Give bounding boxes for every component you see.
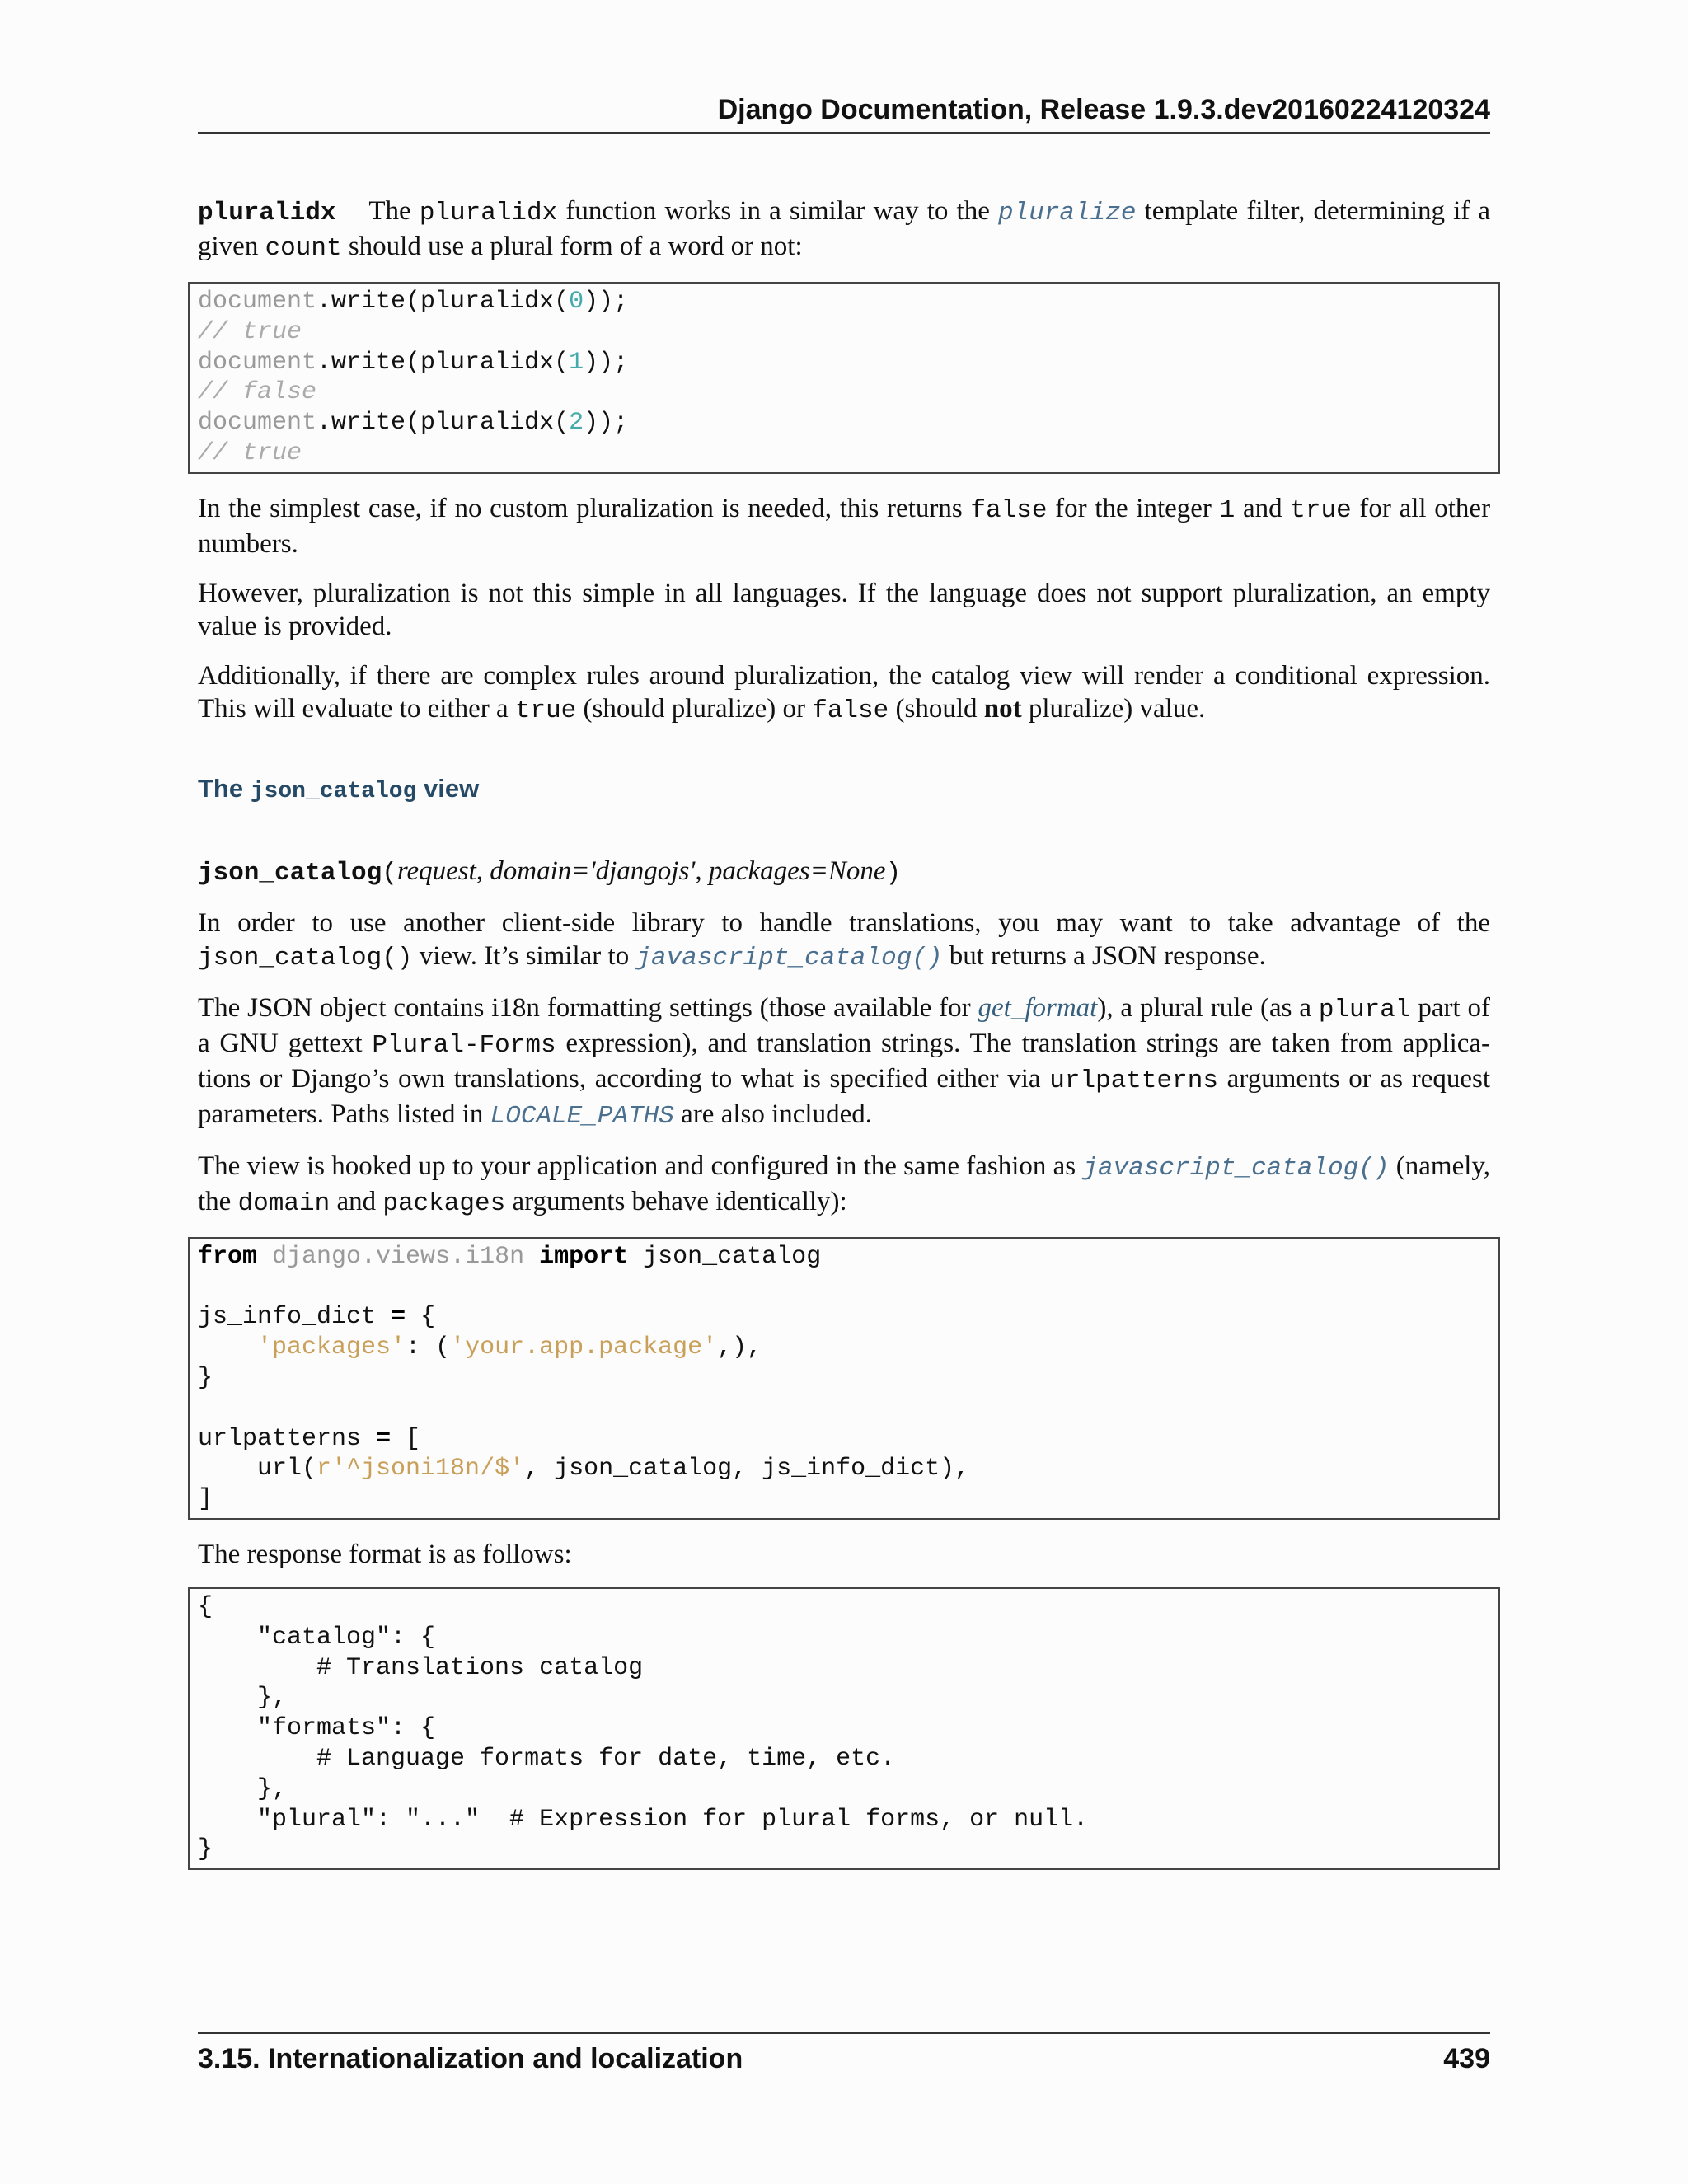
- code-block-pluralidx: document.write(pluralidx(0)); // true document.write(pluralidx(1)); // false document.write(pluralidx(2)); // true: [188, 282, 1500, 474]
- page-number: 439: [1443, 2043, 1490, 2074]
- function-args: request, domain='djangojs', packages=None: [396, 855, 886, 886]
- page-footer: [198, 2032, 1490, 2077]
- function-name: json_catalog: [198, 858, 382, 888]
- page-header: [198, 92, 1490, 134]
- code-block-response: { "catalog": { # Translations catalog }, "formats": { # Language formats for date, time, etc. }, "plural": "..." # Expression for plural forms, or null. }: [188, 1587, 1500, 1870]
- paragraph-response-format: The response format is as follows:: [198, 1539, 572, 1569]
- paragraph-however: However, pluralization is not this simple in all languages. If the language does not support pluralization, an empty value is provided.: [198, 578, 1490, 641]
- paragraph-additionally: Additionally, if there are complex rules around pluralization, the catalog view will render a conditional expression. This will evaluate to either a true (should pluralize) or false (should not pluralize) value.: [198, 660, 1490, 725]
- locale-paths-link[interactable]: LOCALE_PATHS: [490, 1101, 674, 1131]
- page-body: [198, 194, 1490, 1888]
- pluralidx-definition: pluralidx The pluralidx function works in a similar way to the pluralize template filter, determining if a given count should use a plural form of a word or not:: [198, 196, 1491, 263]
- code-block-urlconf: from django.views.i18n import json_catalog js_info_dict = { 'packages': ('your.app.package',), } urlpatterns = [ url(r'^jsoni18n/$', json_catalog, js_info_dict), ]: [188, 1237, 1500, 1520]
- section-heading-json-catalog: The json_catalog view: [198, 773, 480, 804]
- function-signature: json_catalog(request, domain='djangojs', packages=None): [198, 855, 902, 888]
- javascript-catalog-link[interactable]: javascript_catalog(): [635, 943, 943, 972]
- paragraph-in-order: In order to use another client-side library to handle translations, you may want to take advantage of the json_catalog() view. It’s similar to javascript_catalog() but returns a JSON response.: [198, 907, 1490, 972]
- document-page: [198, 0, 1490, 2184]
- paragraph-view-hooked: The view is hooked up to your application and configured in the same fashion as javascript_catalog() (namely, the domain and packages arguments behave identically):: [198, 1151, 1491, 1218]
- paragraph-json-object: The JSON object contains i18n formatting settings (those available for get_format), a plural rule (as a plural part of a GNU gettext Plural-Forms expression), and translation strings. The translation strings are taken from applica-tions or Django’s own translations, according to what is specified either via urlpatterns arguments or as request parameters. Paths listed in LOCALE_PATHS are also included.: [198, 992, 1491, 1131]
- pluralize-link[interactable]: pluralize: [998, 199, 1137, 227]
- footer-section: 3.15. Internationalization and localization: [198, 2043, 743, 2074]
- pluralidx-term: pluralidx: [198, 199, 336, 227]
- paragraph-simplest-case: In the simplest case, if no custom pluralization is needed, this returns false for the integer 1 and true for all other numbers.: [198, 493, 1491, 559]
- get-format-link[interactable]: get_format: [978, 992, 1098, 1023]
- header-title: Django Documentation, Release 1.9.3.dev20160224120324: [717, 94, 1490, 125]
- javascript-catalog-link-2[interactable]: javascript_catalog(): [1082, 1153, 1390, 1183]
